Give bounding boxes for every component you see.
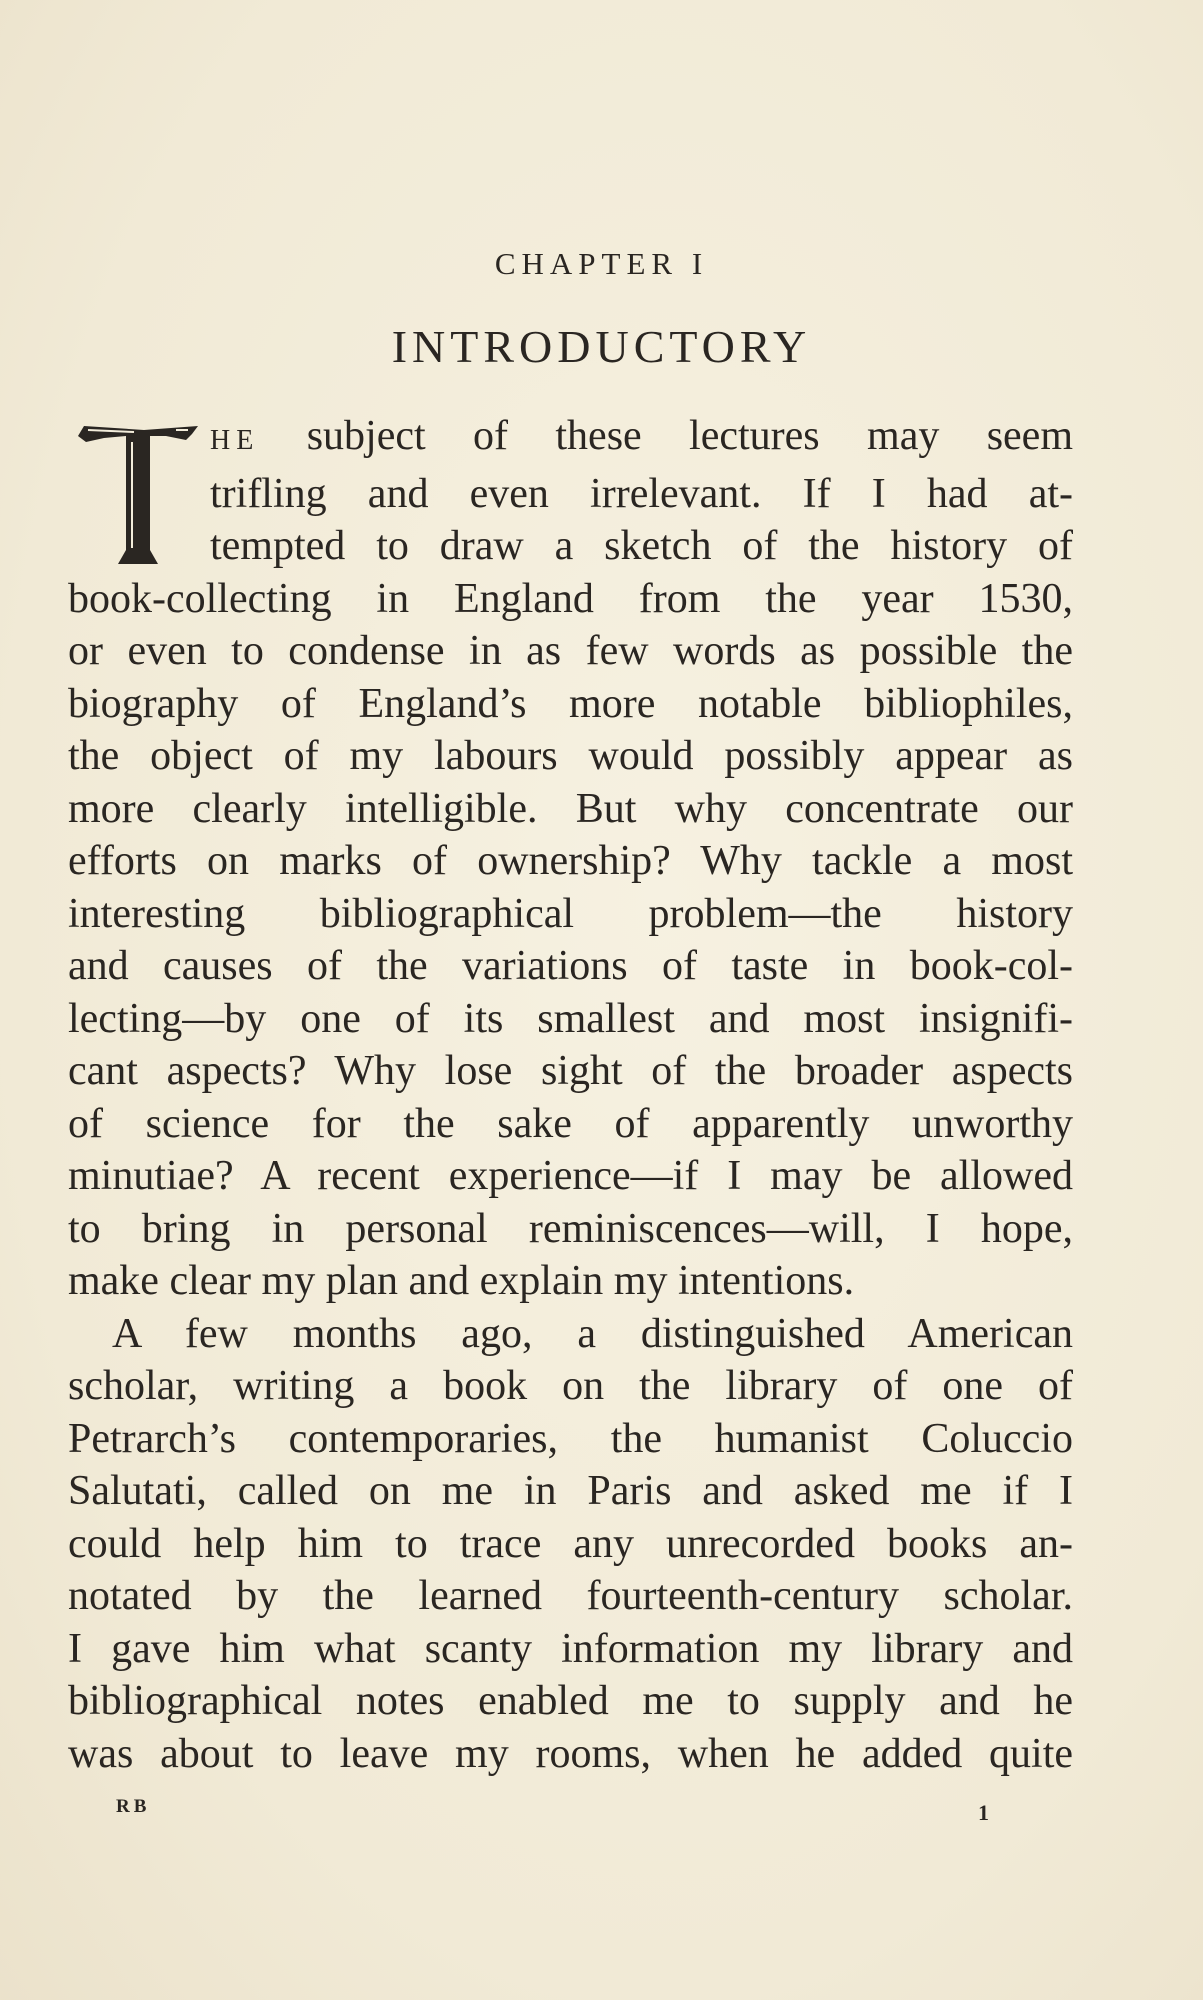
text-line: or even to condense in as few words as possible the xyxy=(68,628,1073,674)
text-line: HE subject of these lectures may seem xyxy=(210,413,1073,459)
text-line: efforts on marks of ownership? Why tackle a most xyxy=(68,838,1073,884)
text-line: Salutati, called on me in Paris and asked me if I xyxy=(68,1468,1073,1514)
text-line: more clearly intelligible. But why concentrate our xyxy=(68,785,1073,832)
text-line: Petrarch’s contemporaries, the humanist Coluccio xyxy=(68,1415,1073,1462)
text-line: minutiae? A recent experience—if I may be allowed xyxy=(68,1153,1073,1199)
chapter-label: CHAPTER I xyxy=(494,246,709,281)
text-line: interesting bibliographical problem—the history xyxy=(68,890,1073,937)
text-line: cant aspects? Why lose sight of the broader aspects xyxy=(68,1048,1073,1094)
text-line: biography of England’s more notable bibliophiles, xyxy=(68,680,1073,727)
signature-mark: RB xyxy=(116,1796,151,1817)
text-line: to bring in personal reminiscences—will, I hope, xyxy=(68,1205,1073,1252)
text-line: tempted to draw a sketch of the history of xyxy=(210,523,1073,569)
text-line: and causes of the variations of taste in book-col- xyxy=(68,943,1073,989)
body-text xyxy=(68,410,1073,1780)
text-line: scholar, writing a book on the library of one of xyxy=(68,1363,1073,1409)
text-line: lecting—by one of its smallest and most insignifi- xyxy=(68,995,1073,1042)
chapter-title: INTRODUCTORY xyxy=(391,321,812,372)
text-line: I gave him what scanty information my library and xyxy=(68,1625,1073,1672)
dropcap-continuation: HE xyxy=(210,425,260,456)
text-line: of science for the sake of apparently unworthy xyxy=(68,1100,1073,1147)
text-line: trifling and even irrelevant. If I had at- xyxy=(210,470,1073,517)
text-line: book-collecting in England from the year 1530, xyxy=(68,575,1073,622)
text-line: A few months ago, a distinguished American xyxy=(112,1310,1073,1357)
page-number: 1 xyxy=(978,1800,989,1825)
text-line: notated by the learned fourteenth-century scholar. xyxy=(68,1573,1073,1619)
text-line: was about to leave my rooms, when he added quite xyxy=(68,1730,1073,1777)
text-line: the object of my labours would possibly appear as xyxy=(68,733,1073,779)
text-line: bibliographical notes enabled me to supply and he xyxy=(68,1678,1073,1724)
text-line: could help him to trace any unrecorded books an- xyxy=(68,1520,1073,1567)
text-line: make clear my plan and explain my intentions. xyxy=(68,1258,855,1304)
